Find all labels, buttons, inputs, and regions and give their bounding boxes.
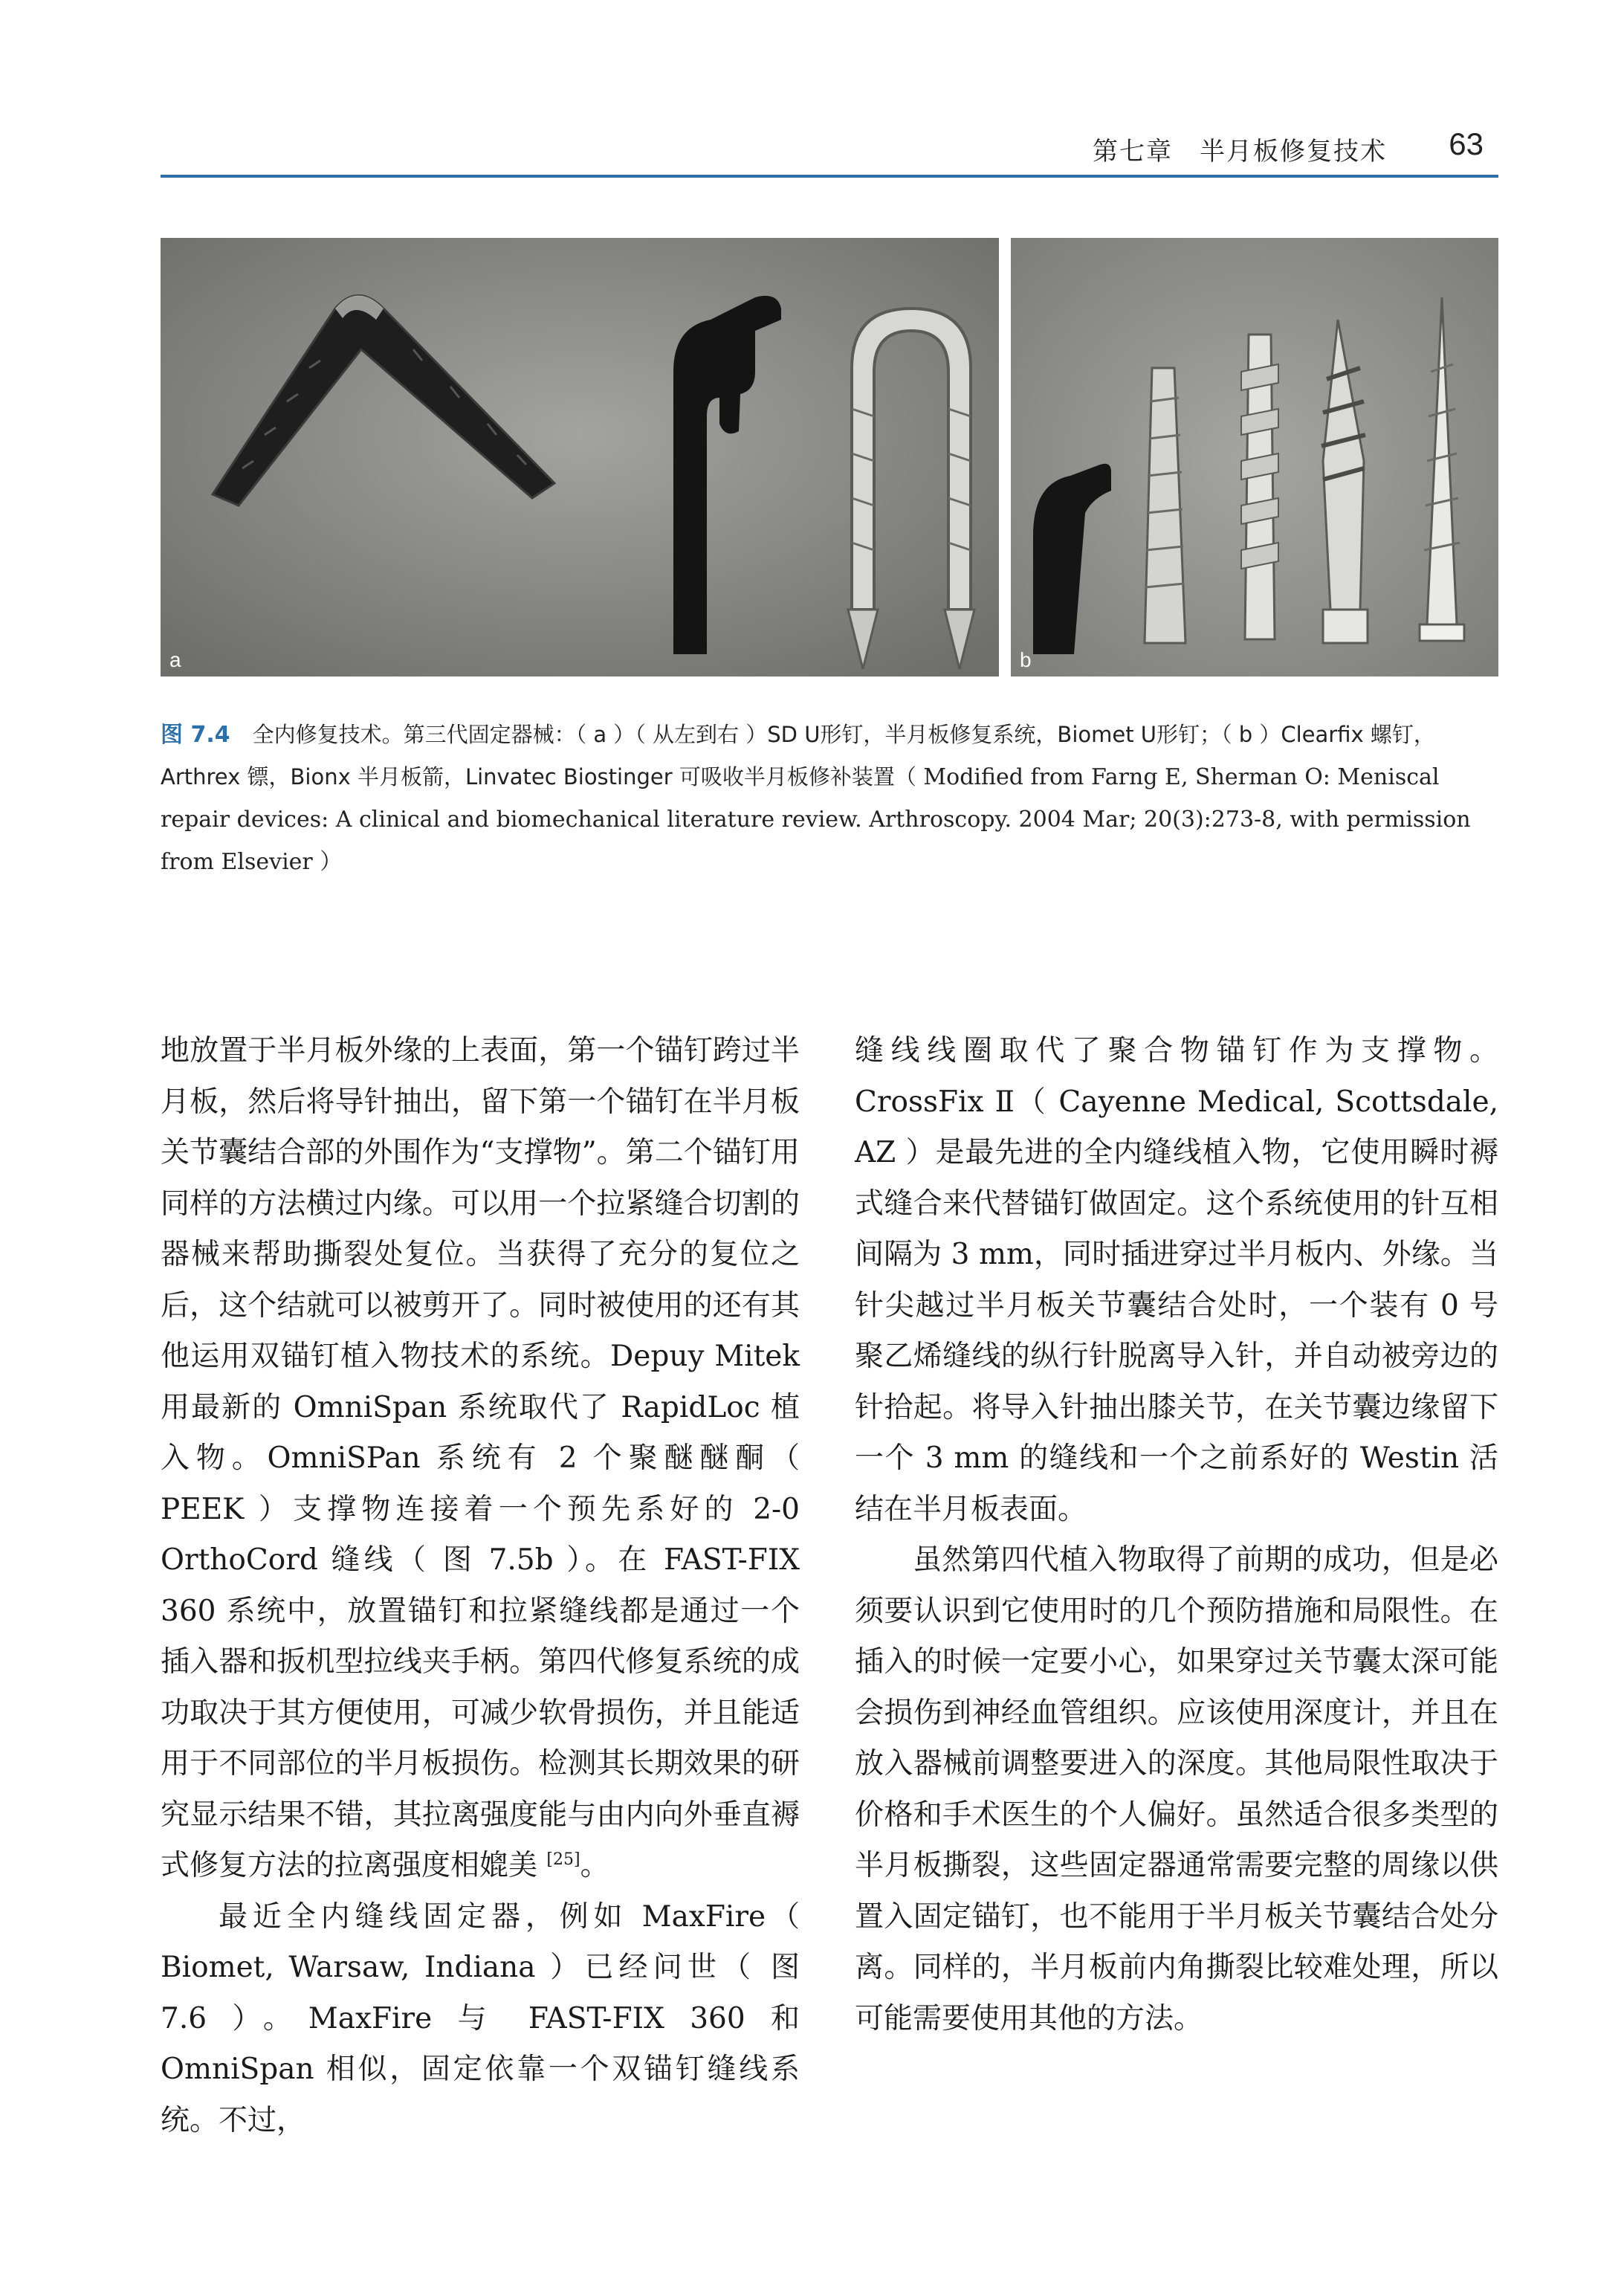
page-number: 63 bbox=[1449, 126, 1484, 161]
panel-b-photo bbox=[1011, 238, 1498, 676]
right-paragraph-1: 缝线线圈取代了聚合物锚钉作为支撑物。CrossFix Ⅱ（ Cayenne Medical, Scottsdale, AZ ）是最先进的全内缝线植入物，它使用瞬时褥式缝合来代替锚钉做固定。这个系统使用的针互相间隔为 3 mm，同时插进穿过半月板内、外缘。当针尖越过半月板关节囊结合处时，一个装有 0 号聚乙烯缝线的纵行针脱离导入针，并自动被旁边的针拾起。将导入针抽出膝关节，在关节囊边缘留下一个 3 mm 的缝线和一个之前系好的 Westin 活结在半月板表面。 bbox=[855, 1034, 1498, 1526]
header-rule bbox=[161, 175, 1498, 178]
running-header bbox=[161, 126, 1498, 169]
caption-text-en: Modified from Farng E, Sherman O: Meniscal repair devices: A clinical and biomechanical literature review. Arthroscopy. 2004 Mar; 20(3):273-8, with permission from Elsevier ） bbox=[161, 764, 1471, 875]
left-paragraph-1-end: 。 bbox=[580, 1849, 609, 1882]
caption-label: 图 7.4 bbox=[161, 722, 230, 748]
right-column bbox=[855, 1026, 1498, 2044]
left-column bbox=[161, 1026, 800, 2146]
panel-a-label: a bbox=[169, 648, 181, 671]
citation-ref: [25] bbox=[546, 1850, 580, 1869]
figure-panel-b bbox=[1011, 238, 1498, 676]
chapter-title: 第七章 半月板修复技术 bbox=[1093, 137, 1387, 167]
left-paragraph-1-text: 地放置于半月板外缘的上表面，第一个锚钉跨过半月板，然后将导针抽出，留下第一个锚钉在半月板关节囊结合部的外围作为“支撑物”。第二个锚钉用同样的方法横过内缘。可以用一个拉紧缝合切割的器械来帮助撕裂处复位。当获得了充分的复位之后，这个结就可以被剪开了。同时被使用的还有其他运用双锚钉植入物技术的系统。Depuy Mitek 用最新的 OmniSpan 系统取代了 RapidLoc 植入物。OmniSPan 系统有 2 个聚醚醚酮（ PEEK ）支撑物连接着一个预先系好的 2-0 OrthoCord 缝线（ 图 7.5b ）。在 FAST-FIX 360 系统中，放置锚钉和拉紧缝线都是通过一个插入器和扳机型拉线夹手柄。第四代修复系统的成功取决于其方便使用，可减少软骨损伤，并且能适用于不同部位的半月板损伤。检测其长期效果的研究显示结果不错，其拉离强度能与由内向外垂直褥式修复方法的拉离强度相媲美 bbox=[161, 1034, 800, 1882]
left-paragraph-1 bbox=[161, 1026, 800, 1892]
figure-caption bbox=[161, 714, 1498, 883]
caption-text-cn: 全内修复技术。第三代固定器械：（ a ）（ 从左到右 ）SD U形钉，半月板修复系统，Biomet U形钉；（ b ）Clearfix 螺钉，Arthrex 镖，Bionx 半月板箭，Linvatec Biostinger 可吸收半月板修补装置（ bbox=[161, 722, 1435, 789]
left-paragraph-2: 最近全内缝线固定器，例如 MaxFire（ Biomet, Warsaw, Indiana ）已经问世（ 图 7.6 ）。MaxFire 与 FAST-FIX 360 和 OmniSpan 相似，固定依靠一个双锚钉缝线系统。不过， bbox=[161, 1899, 800, 2137]
right-paragraph-2: 虽然第四代植入物取得了前期的成功，但是必须要认识到它使用时的几个预防措施和局限性。在插入的时候一定要小心，如果穿过关节囊太深可能会损伤到神经血管组织。应该使用深度计，并且在放入器械前调整要进入的深度。其他局限性取决于价格和手术医生的个人偏好。虽然适合很多类型的半月板撕裂，这些固定器通常需要完整的周缘以供置入固定锚钉，也不能用于半月板关节囊结合处分离。同样的，半月板前内角撕裂比较难处理，所以可能需要使用其他的方法。 bbox=[855, 1543, 1498, 2035]
figure-panel-a bbox=[161, 238, 999, 676]
bionx-arrow bbox=[1241, 335, 1278, 639]
panel-a-photo bbox=[161, 238, 999, 676]
panel-b-label: b bbox=[1020, 648, 1032, 671]
